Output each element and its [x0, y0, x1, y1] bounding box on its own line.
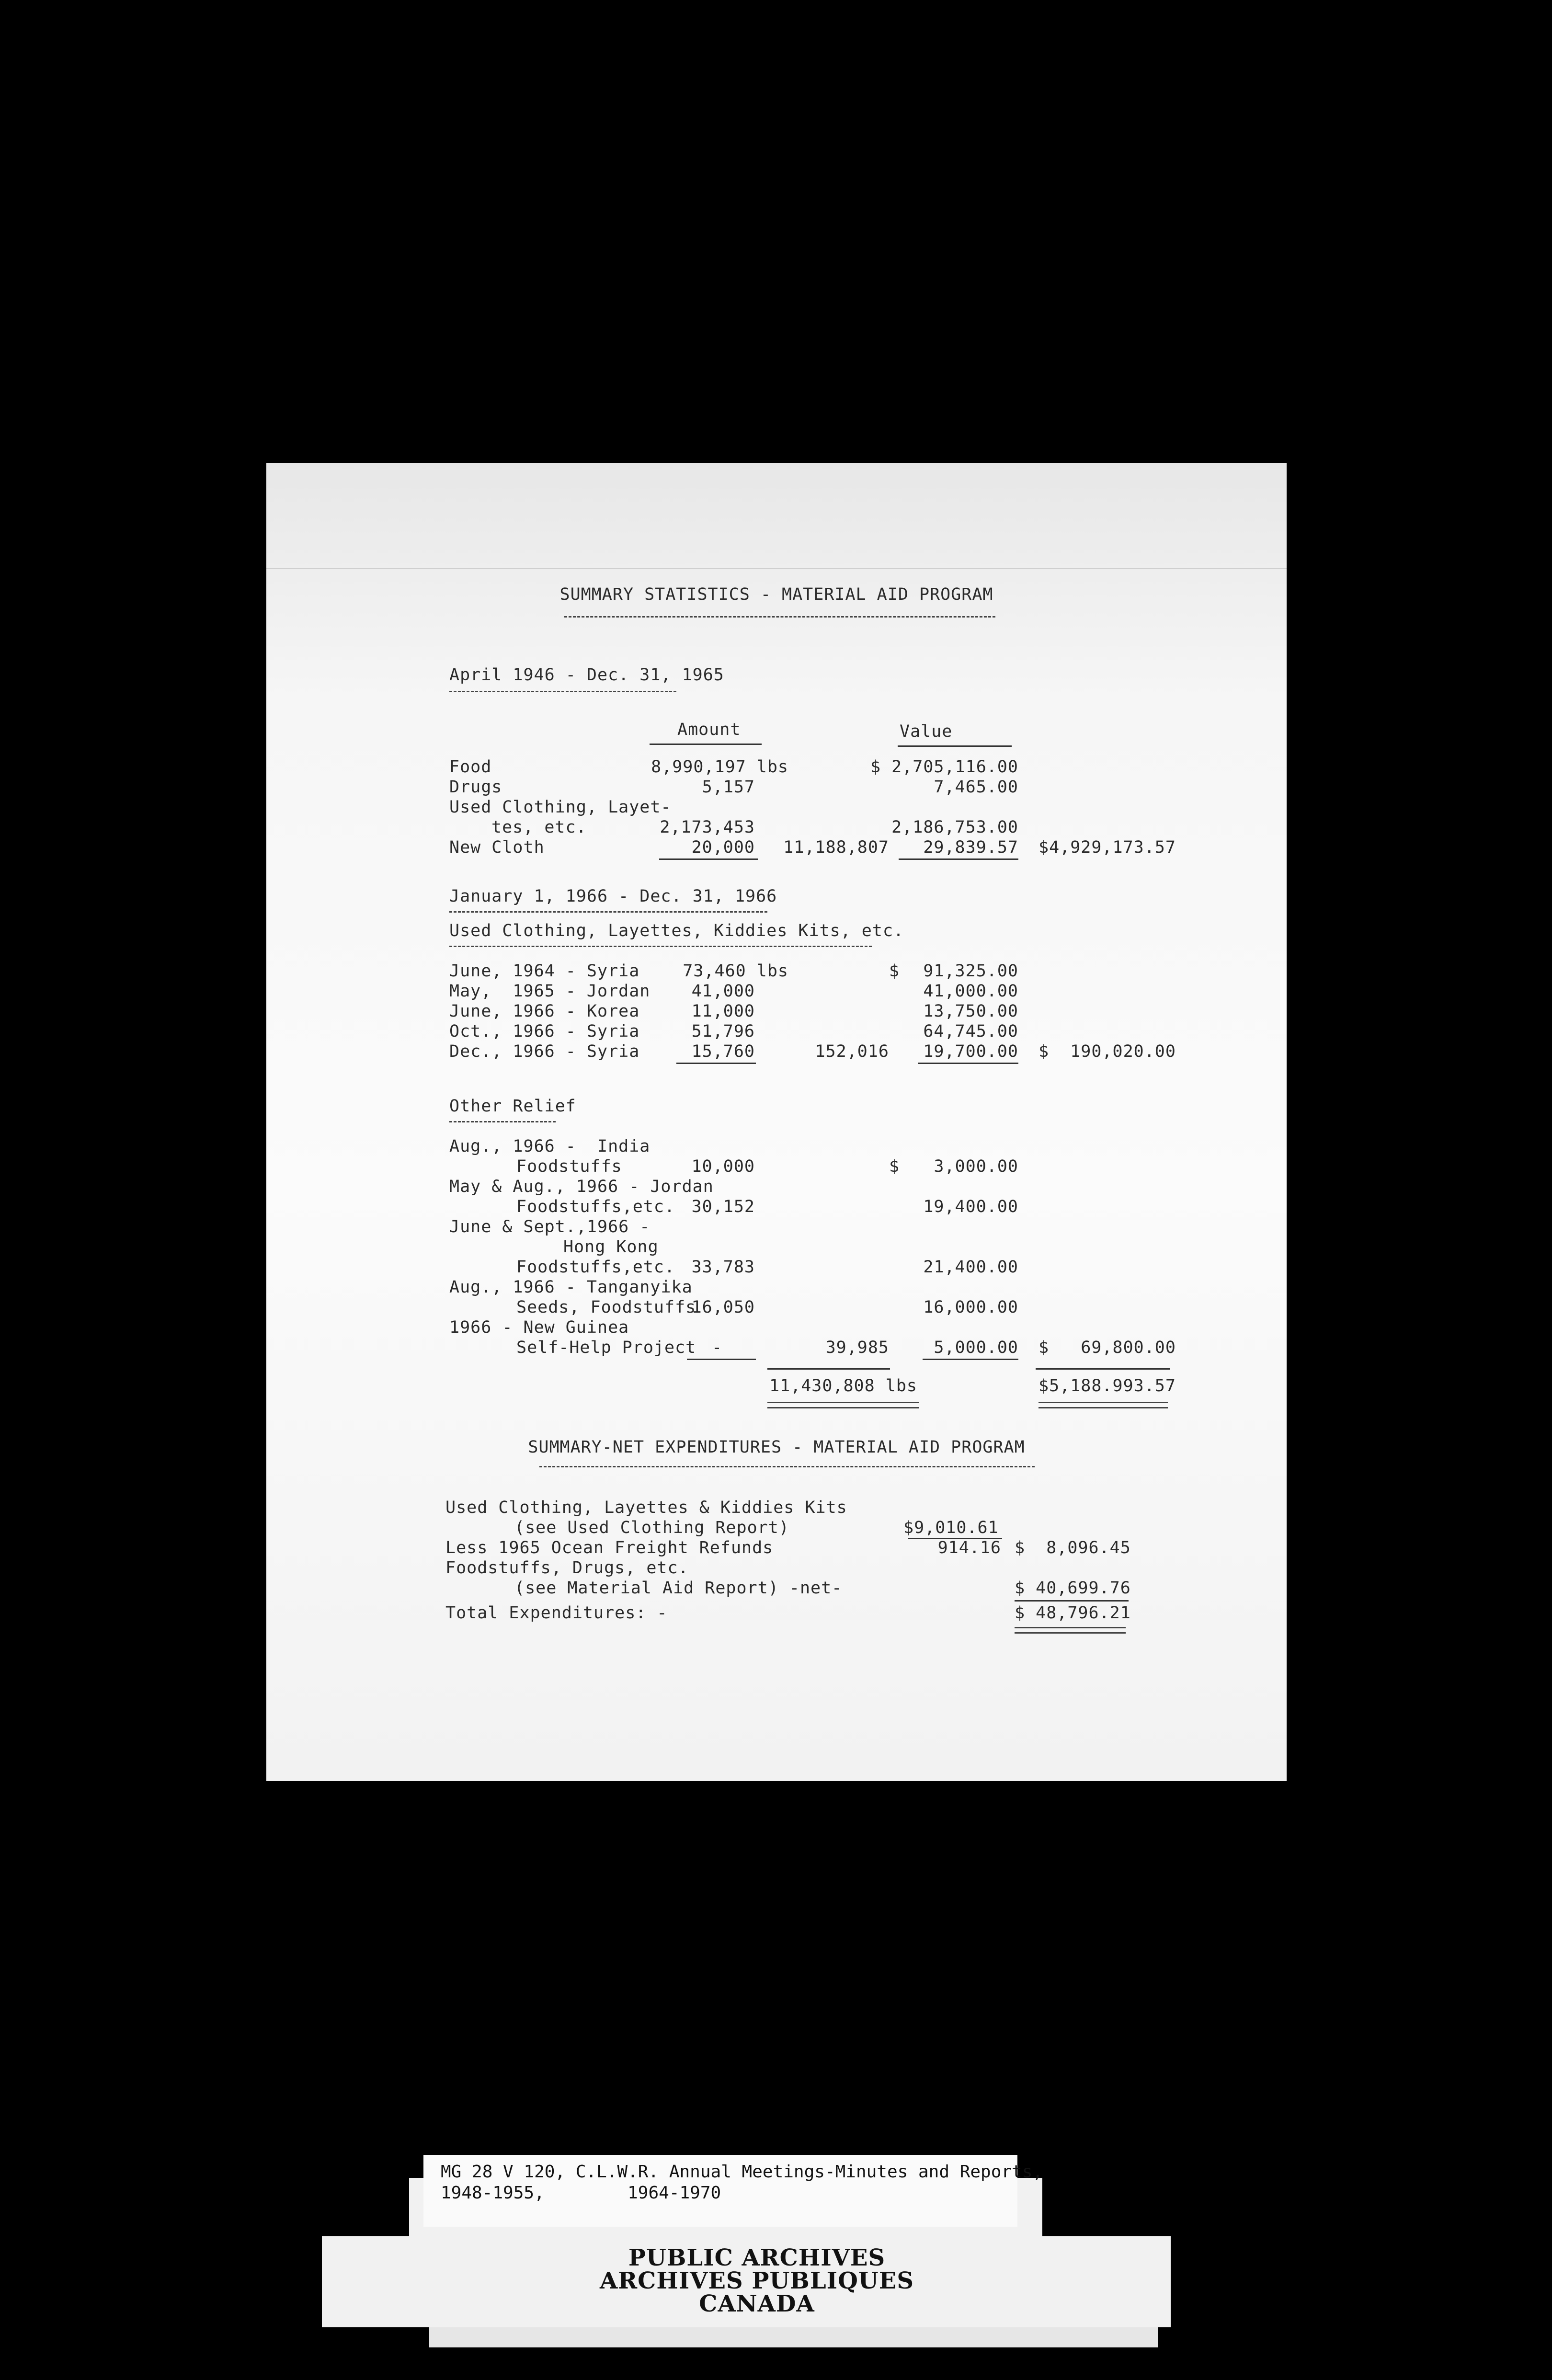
- total-double-rule: [1015, 1627, 1126, 1634]
- relief-value: 19,400.00: [923, 1197, 1018, 1216]
- row-value: 64,745.00: [923, 1022, 1018, 1041]
- row-amount: 73,460 lbs: [683, 961, 788, 981]
- value-underline: [899, 858, 1018, 860]
- summary-line: Foodstuffs, Drugs, etc.: [445, 1558, 689, 1578]
- summary-value: $9,010.61: [903, 1518, 999, 1537]
- period2-subheading: Used Clothing, Layettes, Kiddies Kits, etc.: [449, 921, 904, 940]
- relief-dollar: $: [889, 1157, 900, 1176]
- amount-header-rule: [650, 744, 762, 745]
- relief-line: Foodstuffs,etc.: [516, 1258, 675, 1277]
- row-value: 2,186,753.00: [891, 818, 1018, 837]
- amount-column-header: Amount: [677, 720, 741, 739]
- page-title: SUMMARY STATISTICS - MATERIAL AID PROGRAM: [559, 585, 993, 604]
- summary-title-rule: [539, 1466, 1035, 1467]
- row-label: Used Clothing, Layet-: [449, 798, 672, 817]
- row-label: tes, etc.: [491, 818, 587, 837]
- relief-line: Foodstuffs: [516, 1157, 622, 1176]
- title-rule: [564, 616, 995, 618]
- archive-label-base: [429, 2327, 1158, 2347]
- value-column-header: Value: [900, 722, 953, 741]
- row-value: 91,325.00: [923, 961, 1018, 981]
- page-crease: [266, 568, 1287, 569]
- row-value: 29,839.57: [923, 838, 1018, 857]
- period2-subheading-rule: [449, 946, 872, 947]
- row-value: 41,000.00: [923, 982, 1018, 1001]
- period2-heading: January 1, 1966 - Dec. 31, 1966: [449, 887, 777, 906]
- relief-value: 3,000.00: [934, 1157, 1018, 1176]
- value-header-rule: [898, 745, 1012, 747]
- relief-line: Seeds, Foodstuffs: [516, 1298, 696, 1317]
- row-label: Oct., 1966 - Syria: [449, 1022, 640, 1041]
- row-amount: 51,796: [691, 1022, 755, 1041]
- summary-title: SUMMARY-NET EXPENDITURES - MATERIAL AID PROGRAM: [528, 1438, 1025, 1457]
- row-value: 19,700.00: [923, 1042, 1018, 1061]
- other-relief-heading: Other Relief: [449, 1097, 576, 1116]
- other-relief-rule: [449, 1121, 556, 1122]
- relief-amount: 16,050: [691, 1298, 755, 1317]
- relief-line: 1966 - New Guinea: [449, 1318, 629, 1337]
- value-underline: [918, 1063, 1018, 1064]
- summary-line: Used Clothing, Layettes & Kiddies Kits: [445, 1498, 847, 1517]
- row-label: Drugs: [449, 778, 502, 797]
- amount-underline: [676, 1063, 756, 1064]
- row-value: 7,465.00: [934, 778, 1018, 797]
- summary-line: Less 1965 Ocean Freight Refunds: [445, 1538, 774, 1557]
- relief-line: June & Sept.,1966 -: [449, 1217, 650, 1236]
- row-value: $ 2,705,116.00: [870, 757, 1018, 777]
- archive-label-notch: [322, 2178, 409, 2236]
- row-dollar: $: [889, 961, 900, 981]
- subtotal-underline: [767, 1368, 890, 1370]
- row-total: $4,929,173.57: [1038, 838, 1176, 857]
- row-amount: 11,000: [691, 1002, 755, 1021]
- relief-amount: -: [712, 1338, 723, 1357]
- summary-line: (see Material Aid Report) -net-: [514, 1579, 843, 1598]
- relief-line: Self-Help Project: [516, 1338, 696, 1357]
- refund-underline: [908, 1538, 1002, 1539]
- relief-subtotal: 39,985: [825, 1338, 889, 1357]
- relief-line: May & Aug., 1966 - Jordan: [449, 1177, 714, 1196]
- archive-reference-line: MG 28 V 120, C.L.W.R. Annual Meetings-Minutes and Reports,: [441, 2162, 1043, 2182]
- archive-stamp-line: PUBLIC ARCHIVES: [628, 2244, 886, 2271]
- archive-stamp-line: CANADA: [699, 2290, 815, 2317]
- summary-total: $ 40,699.76: [1015, 1579, 1131, 1598]
- row-total: $ 190,020.00: [1038, 1042, 1176, 1061]
- archive-stamp-line: ARCHIVES PUBLIQUES: [600, 2267, 914, 2294]
- row-amount: 20,000: [691, 838, 755, 857]
- grand-amount-double-rule: [767, 1402, 919, 1408]
- row-amount: 15,760: [691, 1042, 755, 1061]
- net-underline: [1015, 1600, 1129, 1602]
- document-page: [266, 463, 1287, 1781]
- row-amount: 8,990,197 lbs: [651, 757, 788, 777]
- archive-label-notch: [1042, 2178, 1171, 2236]
- relief-line: Hong Kong: [563, 1237, 659, 1257]
- relief-line: Aug., 1966 - Tanganyika: [449, 1278, 693, 1297]
- relief-line: Aug., 1966 - India: [449, 1137, 650, 1156]
- relief-value: 16,000.00: [923, 1298, 1018, 1317]
- summary-value: 914.16: [937, 1538, 1001, 1557]
- relief-line: Foodstuffs,etc.: [516, 1197, 675, 1216]
- amount-underline: [659, 858, 758, 860]
- row-subtotal: 11,188,807: [783, 838, 889, 857]
- grand-total: $5,188.993.57: [1038, 1376, 1176, 1396]
- grand-total-double-rule: [1038, 1402, 1168, 1408]
- relief-value: 5,000.00: [934, 1338, 1018, 1357]
- relief-total: $ 69,800.00: [1038, 1338, 1176, 1357]
- row-value: 13,750.00: [923, 1002, 1018, 1021]
- row-amount: 5,157: [702, 778, 755, 797]
- row-subtotal: 152,016: [815, 1042, 889, 1061]
- total-underline: [1036, 1368, 1170, 1370]
- summary-total: $ 48,796.21: [1015, 1603, 1131, 1623]
- row-amount: 2,173,453: [660, 818, 755, 837]
- relief-amount: 33,783: [691, 1258, 755, 1277]
- period1-heading: April 1946 - Dec. 31, 1965: [449, 665, 724, 685]
- period1-heading-rule: [449, 691, 676, 692]
- row-label: Dec., 1966 - Syria: [449, 1042, 640, 1061]
- row-label: June, 1966 - Korea: [449, 1002, 640, 1021]
- row-label: New Cloth: [449, 838, 545, 857]
- summary-line: Total Expenditures: -: [445, 1603, 668, 1623]
- amount-underline: [687, 1359, 756, 1360]
- row-label: May, 1965 - Jordan: [449, 982, 650, 1001]
- period2-heading-rule: [449, 911, 767, 913]
- row-label: Food: [449, 757, 492, 777]
- summary-line: (see Used Clothing Report): [514, 1518, 789, 1537]
- relief-amount: 10,000: [691, 1157, 755, 1176]
- relief-value: 21,400.00: [923, 1258, 1018, 1277]
- row-amount: 41,000: [691, 982, 755, 1001]
- summary-total: $ 8,096.45: [1015, 1538, 1131, 1557]
- relief-amount: 30,152: [691, 1197, 755, 1216]
- row-label: June, 1964 - Syria: [449, 961, 640, 981]
- value-underline: [923, 1359, 1018, 1360]
- grand-amount: 11,430,808 lbs: [769, 1376, 918, 1396]
- archive-reference-line: 1948-1955, 1964-1970: [441, 2183, 721, 2203]
